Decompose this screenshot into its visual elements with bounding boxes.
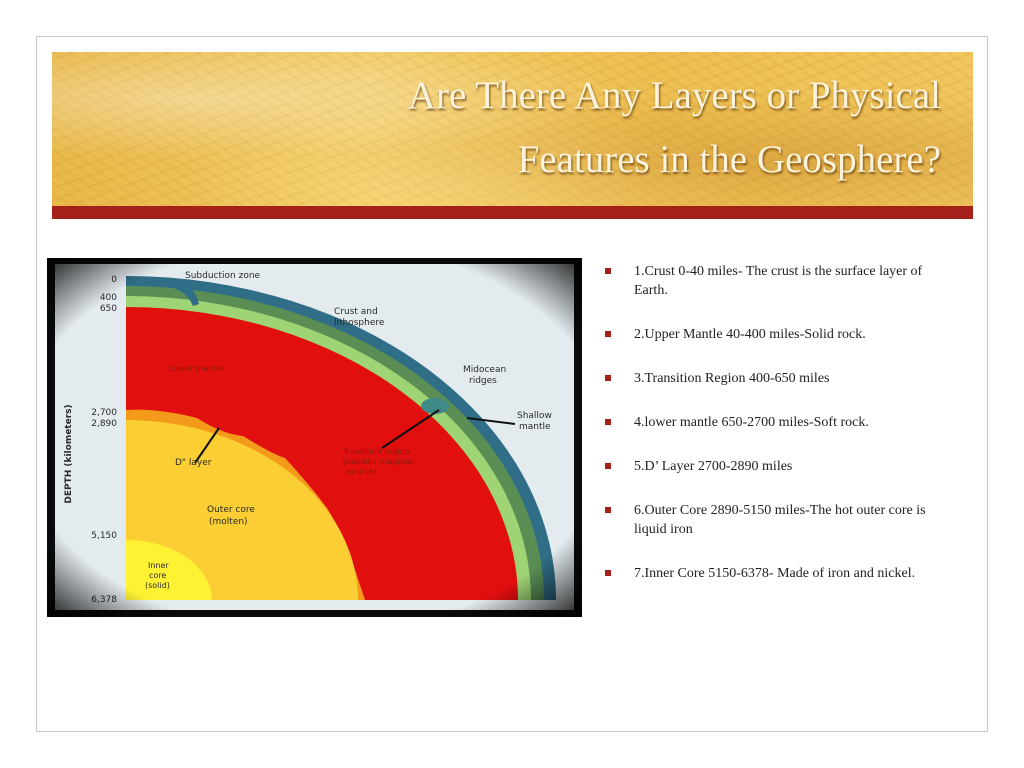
list-item: [602, 457, 942, 476]
title-banner: [52, 52, 973, 206]
slide-title-line-1: Are There Any Layers or Physical: [407, 74, 941, 117]
square-bullet-icon: [605, 570, 611, 576]
square-bullet-icon: [605, 268, 611, 274]
list-item-text: 1.Crust 0-40 miles- The crust is the surface layer of Earth.: [634, 264, 923, 298]
square-bullet-icon: [605, 507, 611, 513]
slide-title: [181, 64, 941, 192]
list-item-text: 6.Outer Core 2890-5150 miles-The hot outer core is liquid iron: [634, 503, 926, 537]
diagram-vignette: [47, 258, 582, 617]
list-item: [602, 369, 942, 388]
list-item-text: 7.Inner Core 5150-6378- Made of iron and nickel.: [634, 566, 916, 581]
earth-layers-svg: [47, 258, 582, 617]
list-item: [602, 325, 942, 344]
square-bullet-icon: [605, 463, 611, 469]
list-item-text: 3.Transition Region 400-650 miles: [634, 371, 830, 386]
earth-layers-diagram: [47, 258, 582, 617]
layer-bullet-list: [602, 262, 942, 583]
square-bullet-icon: [605, 331, 611, 337]
list-item: [602, 262, 942, 300]
list-item: [602, 564, 942, 583]
slide-title-line-2: Features in the Geosphere?: [517, 138, 941, 181]
list-item-text: 5.D’ Layer 2700-2890 miles: [634, 459, 793, 474]
square-bullet-icon: [605, 375, 611, 381]
square-bullet-icon: [605, 419, 611, 425]
list-item-text: 2.Upper Mantle 40-400 miles-Solid rock.: [634, 327, 866, 342]
list-item-text: 4.lower mantle 650-2700 miles-Soft rock.: [634, 415, 869, 430]
title-underline-bar: [52, 206, 973, 219]
list-item: [602, 501, 942, 539]
list-item: [602, 413, 942, 432]
